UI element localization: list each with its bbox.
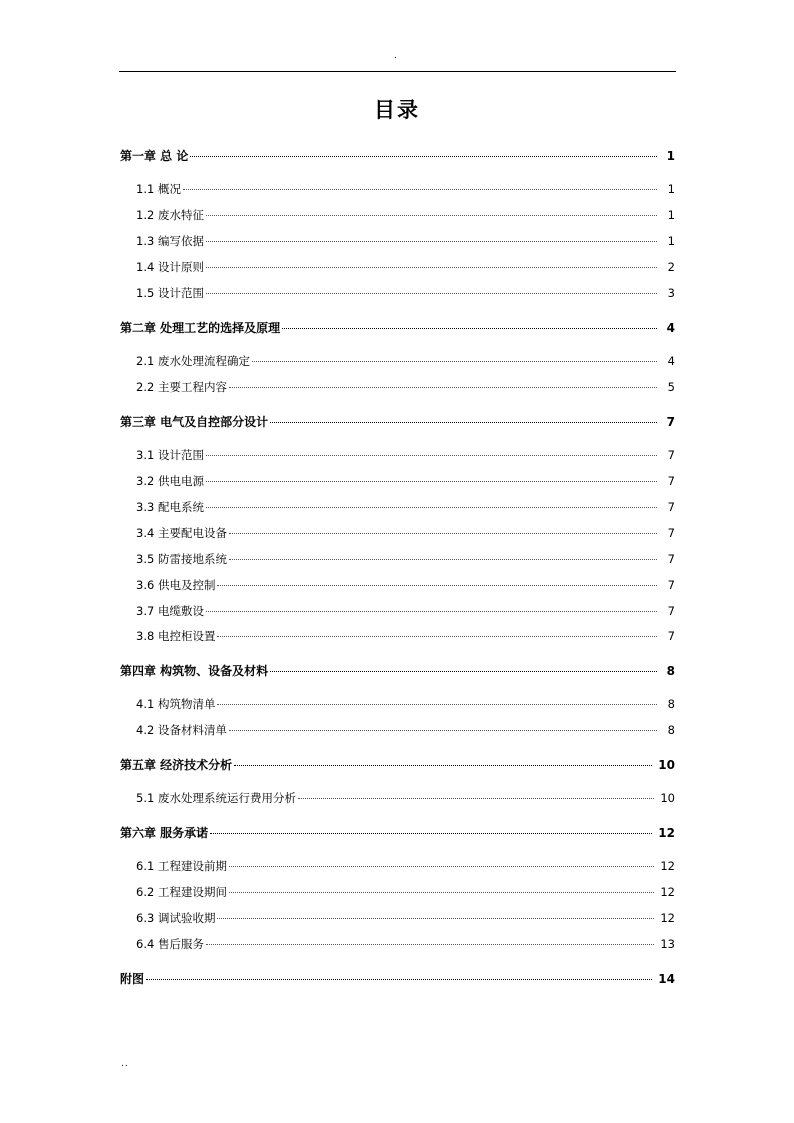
- toc-entry-label: 1.4 设计原则: [136, 260, 204, 274]
- toc-section-entry[interactable]: [136, 447, 675, 463]
- toc-entry-page-number: 2: [667, 260, 675, 274]
- dot-leader: [229, 866, 654, 867]
- dot-leader: [252, 361, 657, 362]
- toc-entry-page-number: 10: [658, 758, 675, 772]
- toc-chapter-entry[interactable]: [120, 756, 675, 773]
- toc-entry-label: 附图: [120, 972, 145, 986]
- dot-leader: [206, 241, 657, 242]
- toc-entry-page-number: 12: [660, 911, 675, 925]
- toc-entry-label: 1.3 编写依据: [136, 234, 204, 248]
- dot-leader: [229, 559, 657, 560]
- page-title: 目录: [374, 98, 420, 122]
- toc-entry-page-number: 10: [660, 791, 675, 805]
- toc-entry-page-number: 7: [667, 500, 675, 514]
- toc-entry-page-number: 4: [667, 354, 675, 368]
- toc-section-entry[interactable]: [136, 285, 675, 301]
- toc-chapter-entry[interactable]: [120, 413, 675, 430]
- toc-entry-label: 6.1 工程建设前期: [136, 859, 227, 873]
- dot-leader: [206, 455, 657, 456]
- toc-entry-label: 2.1 废水处理流程确定: [136, 354, 250, 368]
- dot-leader: [229, 892, 654, 893]
- toc-entry-page-number: 7: [667, 526, 675, 540]
- toc-section-entry[interactable]: [136, 233, 675, 249]
- toc-entry-page-number: 1: [667, 234, 675, 248]
- dot-leader: [229, 387, 657, 388]
- toc-entry-label: 3.5 防雷接地系统: [136, 552, 227, 566]
- dot-leader: [217, 918, 654, 919]
- dot-leader: [229, 533, 657, 534]
- toc-section-entry[interactable]: [136, 259, 675, 275]
- toc-entry-page-number: 8: [666, 664, 675, 678]
- toc-section-entry[interactable]: [136, 353, 675, 369]
- dot-leader: [146, 979, 652, 980]
- toc-section-entry[interactable]: [136, 722, 675, 738]
- dot-leader: [217, 585, 657, 586]
- toc-entry-page-number: 7: [667, 629, 675, 643]
- toc-entry-page-number: 7: [667, 604, 675, 618]
- dot-leader: [206, 293, 657, 294]
- dot-leader: [270, 671, 657, 672]
- toc-entry-label: 3.3 配电系统: [136, 500, 204, 514]
- toc-section-entry[interactable]: [136, 473, 675, 489]
- dot-leader: [217, 704, 657, 705]
- dot-leader: [183, 189, 657, 190]
- toc-section-entry[interactable]: [136, 696, 675, 712]
- toc-chapter-entry[interactable]: [120, 147, 675, 164]
- dot-leader: [206, 267, 657, 268]
- toc-entry-page-number: 3: [667, 286, 675, 300]
- toc-entry-label: 3.7 电缆敷设: [136, 604, 204, 618]
- toc-section-entry[interactable]: [136, 603, 675, 619]
- toc-entry-label: 6.3 调试验收期: [136, 911, 216, 925]
- toc-entry-page-number: 7: [667, 552, 675, 566]
- toc-entry-page-number: 7: [667, 474, 675, 488]
- header-mark: .: [394, 51, 397, 61]
- toc-entry-label: 6.4 售后服务: [136, 937, 204, 951]
- toc-entry-label: 第一章 总 论: [120, 149, 189, 163]
- toc-entry-label: 3.2 供电电源: [136, 474, 204, 488]
- toc-section-entry[interactable]: [136, 499, 675, 515]
- toc-entry-label: 6.2 工程建设期间: [136, 885, 227, 899]
- toc-entry-page-number: 7: [667, 578, 675, 592]
- toc-chapter-entry[interactable]: [120, 319, 675, 336]
- toc-entry-page-number: 5: [667, 380, 675, 394]
- dot-leader: [206, 944, 654, 945]
- toc-entry-label: 1.2 废水特征: [136, 208, 204, 222]
- toc-entry-label: 3.4 主要配电设备: [136, 526, 227, 540]
- dot-leader: [190, 156, 657, 157]
- toc-entry-page-number: 1: [667, 182, 675, 196]
- dot-leader: [206, 611, 657, 612]
- dot-leader: [217, 636, 657, 637]
- toc-entry-label: 4.2 设备材料清单: [136, 723, 227, 737]
- toc-entry-label: 2.2 主要工程内容: [136, 380, 227, 394]
- toc-entry-page-number: 7: [667, 448, 675, 462]
- toc-entry-page-number: 8: [667, 723, 675, 737]
- toc-entry-page-number: 8: [667, 697, 675, 711]
- toc-entry-page-number: 12: [660, 859, 675, 873]
- toc-section-entry[interactable]: [136, 910, 675, 926]
- toc-entry-label: 4.1 构筑物清单: [136, 697, 216, 711]
- toc-entry-page-number: 7: [666, 415, 675, 429]
- toc-entry-label: 第三章 电气及自控部分设计: [120, 415, 269, 429]
- toc-entry-label: 第五章 经济技术分析: [120, 758, 233, 772]
- toc-entry-label: 第四章 构筑物、设备及材料: [120, 664, 269, 678]
- toc-section-entry[interactable]: [136, 628, 675, 644]
- toc-entry-page-number: 12: [660, 885, 675, 899]
- toc-section-entry[interactable]: [136, 577, 675, 593]
- toc-chapter-entry[interactable]: [120, 970, 675, 987]
- dot-leader: [206, 507, 657, 508]
- toc-entry-label: 第二章 处理工艺的选择及原理: [120, 321, 281, 335]
- toc-section-entry[interactable]: [136, 858, 675, 874]
- toc-section-entry[interactable]: [136, 525, 675, 541]
- dot-leader: [270, 422, 657, 423]
- footer-mark: ..: [121, 1059, 129, 1069]
- toc-section-entry[interactable]: [136, 207, 675, 223]
- toc-section-entry[interactable]: [136, 379, 675, 395]
- toc-entry-label: 3.1 设计范围: [136, 448, 204, 462]
- dot-leader: [282, 328, 657, 329]
- toc-entry-page-number: 12: [658, 826, 675, 840]
- dot-leader: [229, 730, 657, 731]
- toc-entry-page-number: 4: [666, 321, 675, 335]
- toc-section-entry[interactable]: [136, 551, 675, 567]
- toc-section-entry[interactable]: [136, 884, 675, 900]
- toc-entry-page-number: 1: [667, 208, 675, 222]
- toc-chapter-entry[interactable]: [120, 662, 675, 679]
- toc-entry-label: 1.5 设计范围: [136, 286, 204, 300]
- toc-section-entry[interactable]: [136, 181, 675, 197]
- toc-entry-page-number: 13: [660, 937, 675, 951]
- toc-entry-label: 3.6 供电及控制: [136, 578, 216, 592]
- dot-leader: [206, 215, 657, 216]
- toc-entry-page-number: 14: [658, 972, 675, 986]
- toc-entry-label: 5.1 废水处理系统运行费用分析: [136, 791, 296, 805]
- dot-leader: [234, 765, 652, 766]
- toc-entry-label: 1.1 概况: [136, 182, 181, 196]
- toc-entry-label: 第六章 服务承诺: [120, 826, 209, 840]
- toc-section-entry[interactable]: [136, 936, 675, 952]
- toc-entry-page-number: 1: [666, 149, 675, 163]
- dot-leader: [298, 798, 654, 799]
- toc-section-entry[interactable]: [136, 790, 675, 806]
- toc-chapter-entry[interactable]: [120, 824, 675, 841]
- dot-leader: [210, 833, 652, 834]
- dot-leader: [206, 481, 657, 482]
- toc-entry-label: 3.8 电控柜设置: [136, 629, 216, 643]
